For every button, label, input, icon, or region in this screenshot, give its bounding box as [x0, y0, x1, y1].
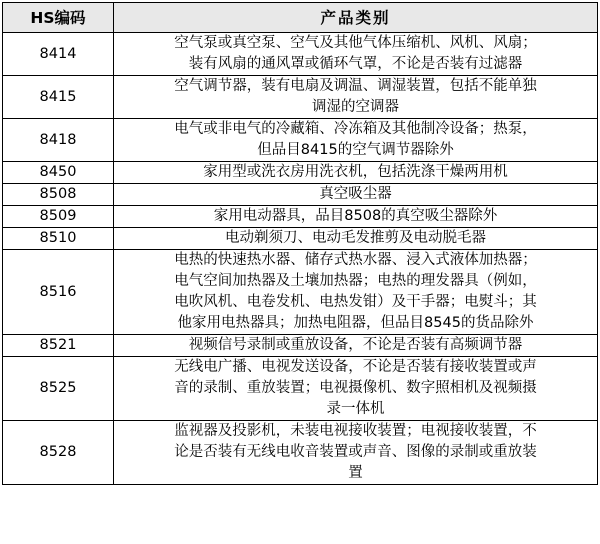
- table-row: [3, 228, 598, 250]
- category-text-line: 家用型或洗衣房用洗衣机，包括洗涤干燥两用机: [203, 164, 508, 180]
- category-text-line: 空气泵或真空泵、空气及其他气体压缩机、风机、风扇；: [174, 35, 537, 51]
- category-text-line: 调湿的空调器: [312, 99, 399, 115]
- product-category-cell: [114, 335, 598, 357]
- table-row: [3, 184, 598, 206]
- category-text-line: 装有风扇的通风罩或循环气罩，不论是否装有过滤器: [188, 56, 523, 72]
- category-text-line: 电热的快速热水器、储存式热水器、浸入式液体加热器；: [174, 252, 537, 268]
- product-category-cell: [114, 228, 598, 250]
- product-category-cell: [114, 76, 598, 119]
- header-row: [3, 3, 598, 33]
- table-row: [3, 206, 598, 228]
- product-category-cell: [114, 33, 598, 76]
- hs-code-cell: 8415: [3, 76, 114, 119]
- table-row: [3, 357, 598, 421]
- category-text-line: 电气空间加热器及土壤加热器；电热的理发器具（例如，: [174, 273, 537, 289]
- table-row: [3, 162, 598, 184]
- table-row: [3, 335, 598, 357]
- table-row: [3, 76, 598, 119]
- category-text-line: 但品目8415的空气调节器除外: [257, 142, 454, 158]
- hs-code-cell: 8510: [3, 228, 114, 250]
- table-row: [3, 119, 598, 162]
- category-text-line: 论是否装有无线电收音装置或声音、图像的录制或重放装: [174, 444, 537, 460]
- hs-code-table: [2, 2, 598, 485]
- table-header: [3, 3, 598, 33]
- category-text-line: 音的录制、重放装置；电视摄像机、数字照相机及视频摄: [174, 380, 537, 396]
- product-category-cell: [114, 184, 598, 206]
- category-text-line: 监视器及投影机，未装电视接收装置；电视接收装置，不: [174, 423, 537, 439]
- hs-code-cell: 8414: [3, 33, 114, 76]
- hs-code-cell: 8516: [3, 250, 114, 335]
- hs-code-cell: 8528: [3, 421, 114, 485]
- category-text-line: 电吹风机、电卷发机、电热发钳）及干手器；电熨斗；其: [174, 294, 537, 310]
- header-hs-code: HS编码: [3, 3, 114, 33]
- product-category-cell: [114, 119, 598, 162]
- hs-code-cell: 8508: [3, 184, 114, 206]
- table-row: [3, 421, 598, 485]
- category-text-line: 空气调节器，装有电扇及调温、调湿装置，包括不能单独: [174, 78, 537, 94]
- category-text-line: 真空吸尘器: [319, 186, 392, 202]
- category-text-line: 无线电广播、电视发送设备，不论是否装有接收装置或声: [174, 359, 537, 375]
- product-category-cell: [114, 250, 598, 335]
- hs-code-cell: 8521: [3, 335, 114, 357]
- category-text-line: 电动剃须刀、电动毛发推剪及电动脱毛器: [225, 230, 486, 246]
- category-text-line: 电气或非电气的冷藏箱、冷冻箱及其他制冷设备；热泵，: [174, 121, 537, 137]
- product-category-cell: [114, 206, 598, 228]
- product-category-cell: [114, 421, 598, 485]
- category-text-line: 录一体机: [326, 401, 385, 417]
- table-row: [3, 33, 598, 76]
- hs-code-cell: 8450: [3, 162, 114, 184]
- hs-code-cell: 8418: [3, 119, 114, 162]
- category-text-line: 家用电动器具，品目8508的真空吸尘器除外: [213, 208, 498, 224]
- category-text-line: 视频信号录制或重放设备，不论是否装有高频调节器: [188, 337, 523, 353]
- category-text-line: 置: [348, 465, 363, 481]
- category-text-line: 他家用电热器具；加热电阻器，但品目8545的货品除外: [177, 315, 534, 331]
- table-body: [3, 33, 598, 485]
- product-category-cell: [114, 162, 598, 184]
- hs-code-cell: 8509: [3, 206, 114, 228]
- hs-code-cell: 8525: [3, 357, 114, 421]
- product-category-cell: [114, 357, 598, 421]
- header-product-category: 产品类别: [114, 3, 598, 33]
- table-row: [3, 250, 598, 335]
